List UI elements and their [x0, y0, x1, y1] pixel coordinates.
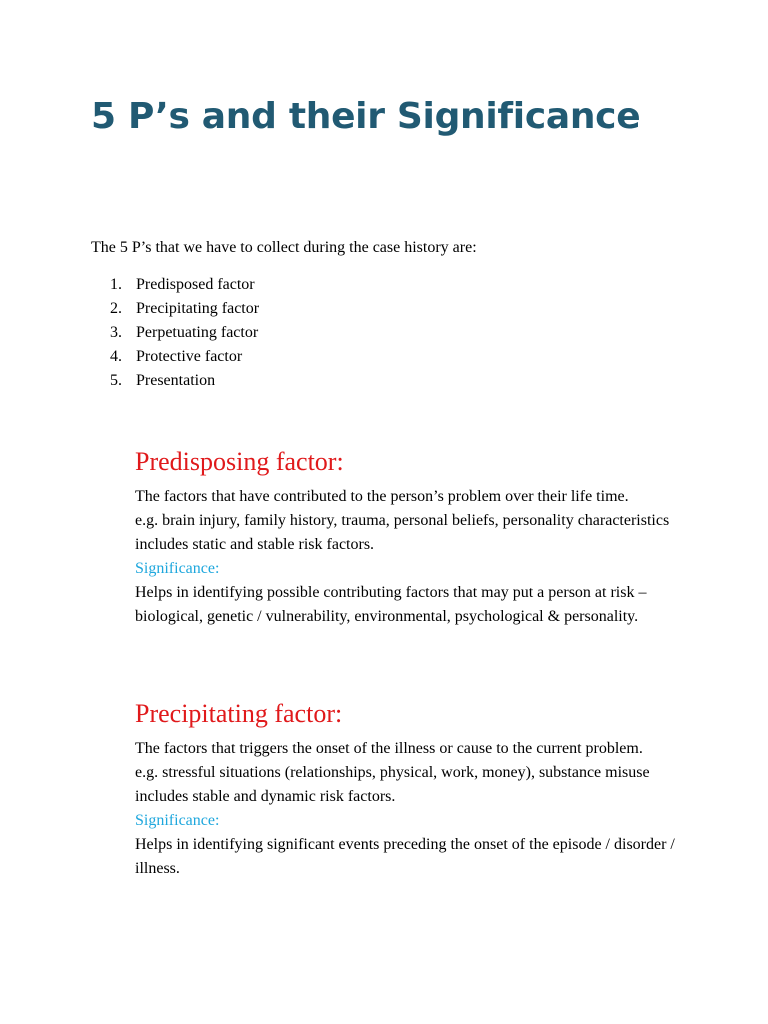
list-item-label: Presentation [136, 372, 216, 389]
list-item [110, 298, 259, 322]
significance-text: Helps in identifying significant events preceding the onset of the episode / disorder / illness. [135, 836, 675, 877]
list-item-number: 3. [110, 324, 122, 341]
list-item-label: Protective factor [136, 348, 243, 365]
list-item [110, 322, 259, 346]
section-examples: e.g. brain injury, family history, trauma, personal beliefs, personality characteristics includes static and stable risk factors. [135, 512, 670, 553]
list-item-number: 5. [110, 372, 122, 389]
section-heading: Precipitating factor: [135, 699, 343, 728]
section-definition: The factors that triggers the onset of the illness or cause to the current problem. [135, 740, 643, 757]
page-title: 5 P’s and their Significance [91, 96, 641, 137]
significance-text: Helps in identifying possible contributing factors that may put a person at risk – biological, genetic / vulnerability, environmental, psychological & personality. [135, 584, 647, 625]
list-item [110, 346, 259, 370]
section-definition: The factors that have contributed to the person’s problem over their life time. [135, 488, 629, 505]
list-item-number: 1. [110, 276, 122, 293]
list-item-number: 2. [110, 300, 122, 317]
list-item-label: Precipitating factor [136, 300, 260, 317]
list-item-label: Predisposed factor [136, 276, 255, 293]
section-precipitating-factor [135, 697, 695, 881]
section-predisposing-factor [135, 445, 695, 629]
list-item [110, 274, 259, 298]
list-item-label: Perpetuating factor [136, 324, 259, 341]
list-item [110, 370, 259, 394]
significance-label: Significance: [135, 812, 220, 829]
five-ps-list [110, 274, 259, 394]
section-heading: Predisposing factor: [135, 447, 344, 476]
section-examples: e.g. stressful situations (relationships, physical, work, money), substance misuse includes stable and dynamic risk factors. [135, 764, 650, 805]
significance-label: Significance: [135, 560, 220, 577]
intro-paragraph: The 5 P’s that we have to collect during the case history are: [91, 239, 477, 256]
list-item-number: 4. [110, 348, 122, 365]
